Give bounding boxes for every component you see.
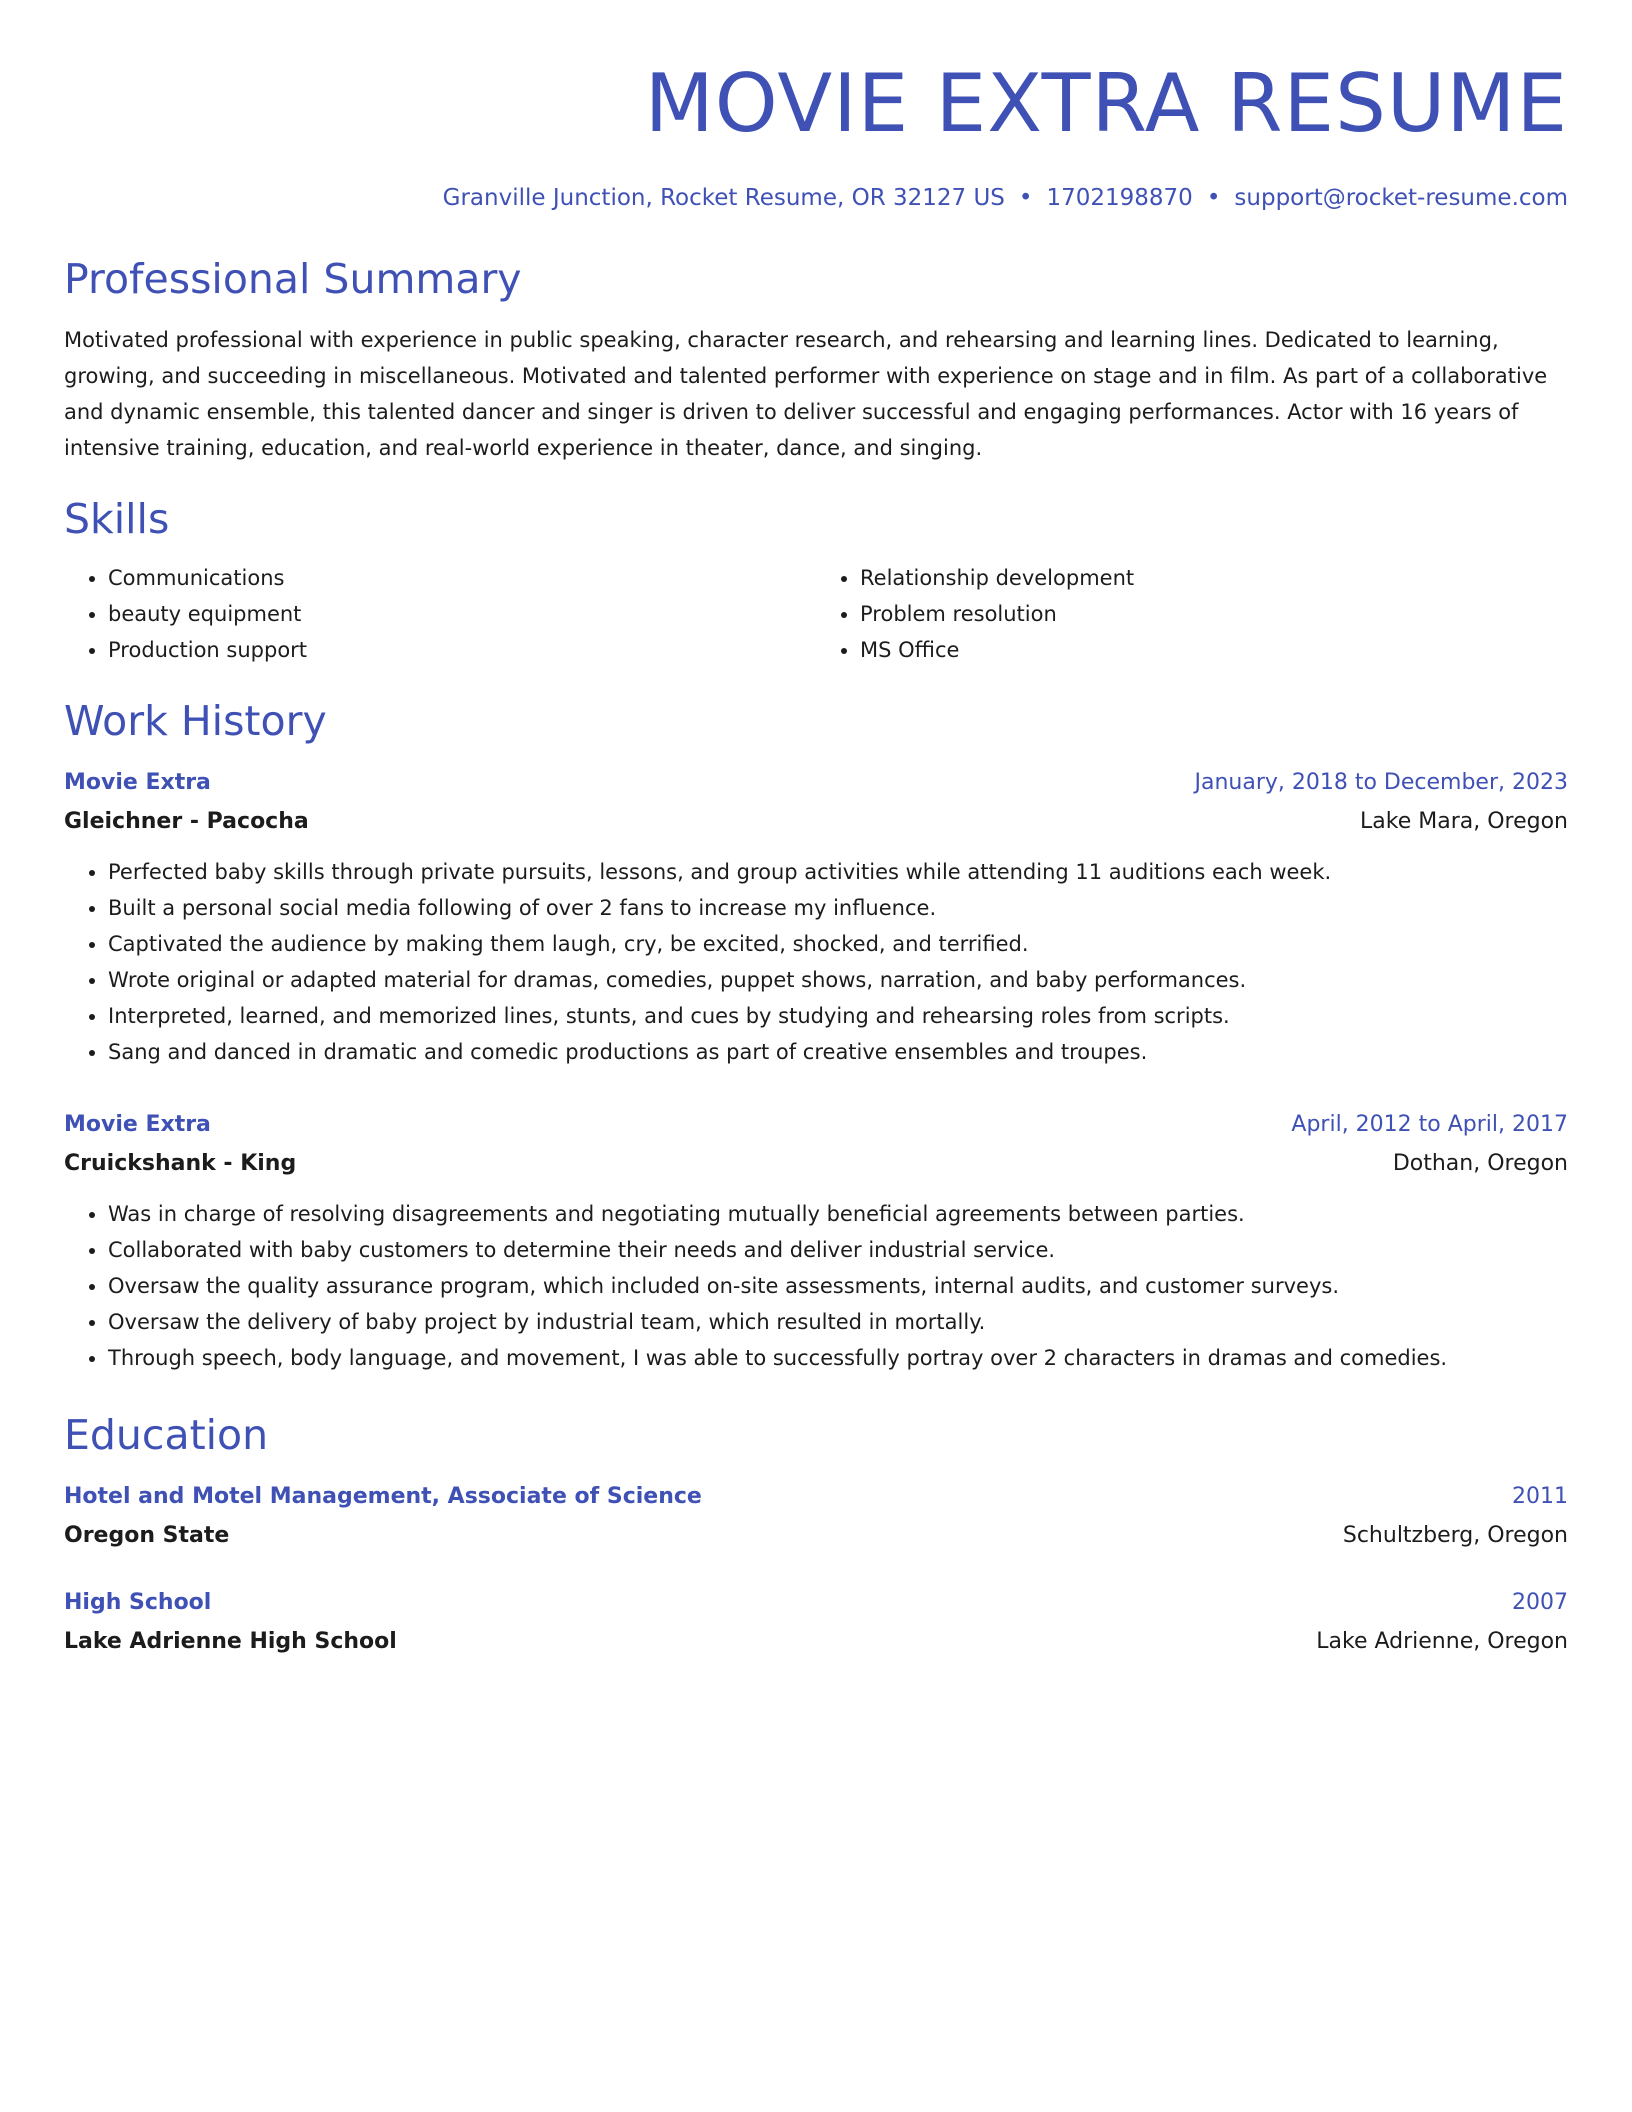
job-bullet: • Wrote original or adapted material for dramas, comedies, puppet shows, narration, and baby performances.: [108, 962, 1568, 998]
job-company-row: [64, 802, 1568, 842]
contact-phone: 1702198870: [1046, 185, 1193, 211]
job-bullet: • Was in charge of resolving disagreements and negotiating mutually beneficial agreements between parties.: [108, 1196, 1568, 1232]
job-bullets: [64, 1196, 1568, 1376]
job-role-row: [64, 764, 1568, 802]
skills-column-right: [816, 560, 1568, 668]
job-title: Movie Extra: [64, 1112, 211, 1137]
education-entry: [64, 1584, 1568, 1662]
education-heading: Education: [64, 1411, 269, 1459]
contact-line: [64, 182, 1568, 214]
job-location: Dothan, Oregon: [1392, 1151, 1568, 1176]
summary-text: Motivated professional with experience in public speaking, character research, and rehearsing and learning lines. Dedicated to learning, growing, and succeeding in miscellaneous. Motivated and talented performer with experience on stage and in film. As part of a collaborative and dynamic ensemble, this talented dancer and singer is driven to deliver successful and engaging performances. Actor with 16 years of intensive training, education, and real-world experience in theater, dance, and singing.: [64, 328, 1548, 460]
job-bullet: • Perfected baby skills through private pursuits, lessons, and group activities while attending 11 auditions each week.: [108, 854, 1568, 890]
job-bullet: • Interpreted, learned, and memorized lines, stunts, and cues by studying and rehearsing roles from scripts.: [108, 998, 1568, 1034]
job-bullet: • Sang and danced in dramatic and comedic productions as part of creative ensembles and troupes.: [108, 1034, 1568, 1070]
skill-item: • Problem resolution: [860, 596, 1568, 632]
skill-item: • Communications: [108, 560, 816, 596]
skills-heading: Skills: [64, 495, 170, 543]
job-dates: April, 2012 to April, 2017: [1291, 1112, 1568, 1137]
contact-separator: •: [1018, 185, 1033, 211]
job-company: Cruickshank - King: [64, 1151, 297, 1176]
job-dates: January, 2018 to December, 2023: [1194, 770, 1568, 795]
job-bullets: [64, 854, 1568, 1070]
skills-list: [64, 560, 1568, 668]
skill-item: • beauty equipment: [108, 596, 816, 632]
education-degree-row: [64, 1478, 1568, 1516]
summary-heading: Professional Summary: [64, 255, 522, 303]
job-bullet: • Built a personal social media following of over 2 fans to increase my influence.: [108, 890, 1568, 926]
education-year: 2007: [1512, 1590, 1568, 1615]
education-year: 2011: [1512, 1484, 1568, 1509]
work-history-heading: Work History: [64, 697, 327, 745]
skills-column-left: [64, 560, 816, 668]
job-entry: [64, 764, 1568, 1070]
job-bullet: • Through speech, body language, and movement, I was able to successfully portray over 2 characters in dramas and comedies.: [108, 1340, 1568, 1376]
education-location: Schultzberg, Oregon: [1342, 1523, 1568, 1548]
education-school-row: [64, 1516, 1568, 1556]
education-school: Lake Adrienne High School: [64, 1629, 397, 1654]
skill-item: • Relationship development: [860, 560, 1568, 596]
job-role-row: [64, 1106, 1568, 1144]
job-bullet: • Oversaw the delivery of baby project by industrial team, which resulted in mortally.: [108, 1304, 1568, 1340]
contact-separator: •: [1206, 185, 1221, 211]
job-bullet: • Oversaw the quality assurance program, which included on-site assessments, internal audits, and customer surveys.: [108, 1268, 1568, 1304]
education-degree-row: [64, 1584, 1568, 1622]
job-company-row: [64, 1144, 1568, 1184]
job-entry: [64, 1106, 1568, 1376]
job-company: Gleichner - Pacocha: [64, 809, 309, 834]
education-school: Oregon State: [64, 1523, 230, 1548]
job-location: Lake Mara, Oregon: [1360, 809, 1568, 834]
education-entry: [64, 1478, 1568, 1556]
education-degree: Hotel and Motel Management, Associate of Science: [64, 1484, 702, 1509]
education-location: Lake Adrienne, Oregon: [1316, 1629, 1568, 1654]
job-bullet: • Collaborated with baby customers to determine their needs and deliver industrial service.: [108, 1232, 1568, 1268]
contact-email[interactable]: support@rocket-resume.com: [1234, 185, 1568, 211]
education-school-row: [64, 1622, 1568, 1662]
job-bullet: • Captivated the audience by making them laugh, cry, be excited, shocked, and terrified.: [108, 926, 1568, 962]
job-title: Movie Extra: [64, 770, 211, 795]
education-degree: High School: [64, 1590, 212, 1615]
skill-item: • MS Office: [860, 632, 1568, 668]
skill-item: • Production support: [108, 632, 816, 668]
resume-title: MOVIE EXTRA RESUME: [644, 57, 1568, 150]
contact-address: Granville Junction, Rocket Resume, OR 32127 US: [442, 185, 1005, 211]
